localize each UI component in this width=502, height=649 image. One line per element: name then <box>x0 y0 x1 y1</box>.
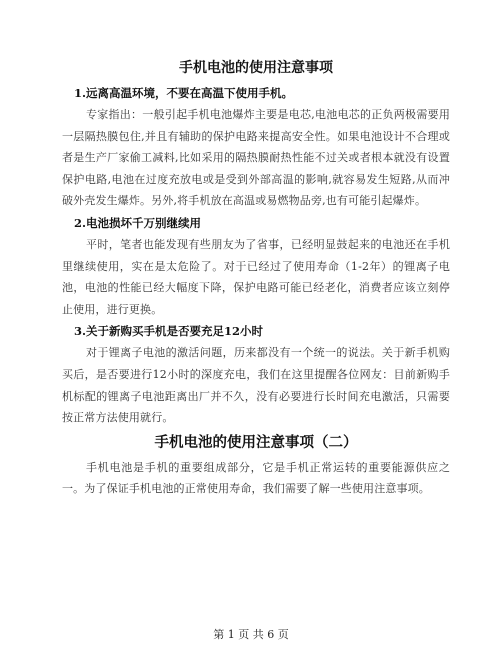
section-heading-3: 3.关于新购买手机是否要充足12小时 <box>74 324 264 339</box>
section-heading-2: 2.电池损坏千万别继续用 <box>74 215 202 230</box>
section-paragraph-3: 对于锂离子电池的激活问题，历来都没有一个统一的说法。关于新手机购买后，是否要进行12小时的深度充电，我们在这里提醒各位网友：目前新购手机标配的锂离子电池距离出厂并不久，没有必要进行长时间充电激活，只需要按正常方法使用就行。 <box>62 346 450 425</box>
document-body <box>62 58 450 502</box>
section-heading-1: 1.远离高温环境，不要在高温下使用手机。 <box>74 86 294 100</box>
document-title: 手机电池的使用注意事项 <box>179 60 333 76</box>
intro-paragraph-part-two: 手机电池是手机的重要组成部分，它是手机正常运转的重要能源供应之一。为了保证手机电池的正常使用寿命，我们需要了解一些使用注意事项。 <box>62 460 450 496</box>
page-footer: 第 1 页 共 6 页 <box>213 628 289 641</box>
document-title-part-two: 手机电池的使用注意事项（二） <box>154 433 358 451</box>
section-paragraph-1: 专家指出：一般引起手机电池爆炸主要是电芯,电池电芯的正负两极需要用一层隔热膜包住,并且有辅助的保护电路来提高安全性。如果电池设计不合理或者是生产厂家偷工减料,比如采用的隔热膜耐热性能不过关或者根本就没有设置保护电路,电池在过度充放电或是受到外部高温的影响,就容易发生短路,从而冲破外壳发生爆炸。另外,将手机放在高温或易燃物品旁,也有可能引起爆炸。 <box>62 108 450 208</box>
section-paragraph-2: 平时，笔者也能发现有些朋友为了省事，已经明显鼓起来的电池还在手机里继续使用，实在是太危险了。对于已经过了使用寿命（1-2年）的锂离子电池，电池的性能已经大幅度下降，保护电路可能已经老化，消费者应该立刻停止使用，进行更换。 <box>62 237 450 316</box>
